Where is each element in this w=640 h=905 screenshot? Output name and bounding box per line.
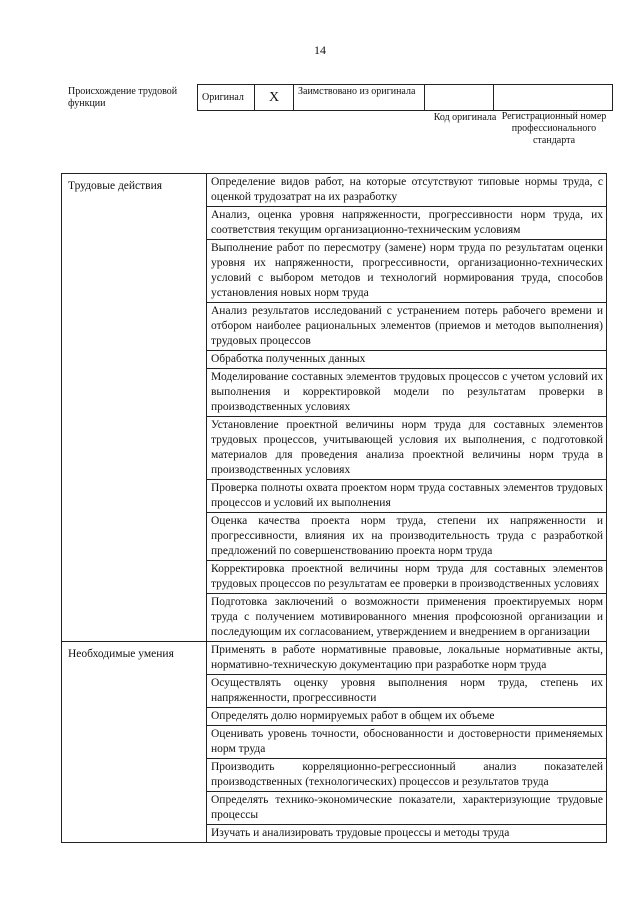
section-title: Необходимые умения [62,642,207,843]
list-item: Определять технико-экономические показатели, характеризующие трудовые процессы [207,792,607,825]
section-title: Трудовые действия [62,174,207,642]
code-cell [425,85,494,111]
list-item: Осуществлять оценку уровня выполнения норм труда, степень их напряженности, прогрессивности [207,675,607,708]
list-item: Изучать и анализировать трудовые процессы и методы труда [207,825,607,843]
list-item: Производить корреляционно-регрессионный анализ показателей производственных (технологических) процессов и результатов труда [207,759,607,792]
origin-label: Происхождение трудовой функции [68,86,178,109]
origin-table [197,84,613,111]
functions-table [61,173,607,843]
reg-number-label: Регистрационный номер профессионального стандарта [501,111,607,146]
borrowed-cell: Заимствовано из оригинала [294,85,425,111]
list-item: Оценивать уровень точности, обоснованности и достоверности применяемых норм труда [207,726,607,759]
list-item: Оценка качества проекта норм труда, степени их напряженности и прогрессивности, влияния их на производительность труда с разработкой предложений по совершенствованию проекта норм труда [207,513,607,561]
list-item: Обработка полученных данных [207,351,607,369]
list-item: Установление проектной величины норм труда для составных элементов трудовых процессов, учитывающей условия их выполнения, с подготовкой материалов для проведения анализа проектной величины норм труда в производственных условиях [207,417,607,480]
list-item: Моделирование составных элементов трудовых процессов с учетом условий их выполнения и корректировкой модели по результатам проверки в производственных условиях [207,369,607,417]
list-item: Подготовка заключений о возможности применения проектируемых норм труда с получением мотивированного мнения профсоюзной организации и последующим их согласованием, утверждением и внедрением в организации [207,594,607,642]
list-item: Определение видов работ, на которые отсутствуют типовые нормы труда, с оценкой трудозатрат на их разработку [207,174,607,207]
table-row [62,174,607,207]
original-cell: Оригинал [198,85,255,111]
original-mark: X [255,85,294,111]
list-item: Анализ, оценка уровня напряженности, прогрессивности норм труда, их соответствия текущим организационно-техническим условиям [207,207,607,240]
reg-number-cell [494,85,613,111]
list-item: Применять в работе нормативные правовые, локальные нормативные акты, нормативно-техническую документацию при разработке норм труда [207,642,607,675]
table-row [62,642,607,675]
list-item: Определять долю нормируемых работ в общем их объеме [207,708,607,726]
list-item: Проверка полноты охвата проектом норм труда составных элементов трудовых процессов и условий их выполнения [207,480,607,513]
code-label: Код оригинала [433,112,497,123]
page-number: 14 [314,43,326,57]
list-item: Корректировка проектной величины норм труда для составных элементов трудовых процессов по результатам ее проверки в производственных условиях [207,561,607,594]
list-item: Анализ результатов исследований с устранением потерь рабочего времени и отбором наиболее рациональных элементов (приемов и методов выполнения) трудовых процессов [207,303,607,351]
list-item: Выполнение работ по пересмотру (замене) норм труда по результатам оценки уровня их напряженности, прогрессивности, организационно-технических условий с выбором методов и технологий нормирования труда, способов установления новых норм труда [207,240,607,303]
